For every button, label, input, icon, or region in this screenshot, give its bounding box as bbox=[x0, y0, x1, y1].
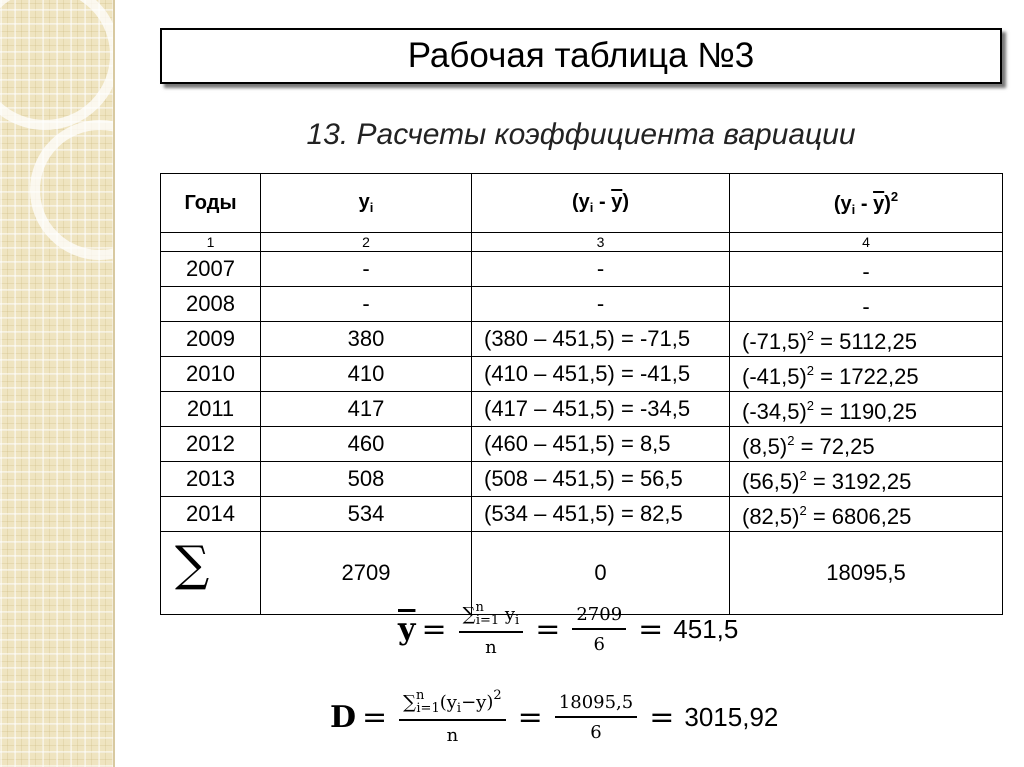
equals-sign: = bbox=[362, 699, 388, 735]
cell-squared: $(-34,5)^2 = 1190,25$ bbox=[730, 392, 1003, 427]
mean-formula bbox=[398, 600, 738, 658]
decorative-sidebar bbox=[0, 0, 113, 767]
mean-symbol: $\overline{y}$ bbox=[398, 611, 416, 647]
cell-deviation: (417 – 451,5) = -34,5 bbox=[472, 392, 730, 427]
cell-y: 380 bbox=[261, 322, 472, 357]
cell-deviation: - bbox=[472, 287, 730, 322]
mean-fraction-values: $\frac{2709}{6}$ bbox=[572, 604, 626, 655]
header-squared-deviation: $(y_i - \overline{y})^2$ bbox=[730, 174, 1003, 233]
cell-squared: $(56,5)^2 = 3192,25$ bbox=[730, 462, 1003, 497]
cell-squared: $(-41,5)^2 = 1722,25$ bbox=[730, 357, 1003, 392]
cell-year: 2007 bbox=[161, 252, 261, 287]
page-subtitle: 13. Расчеты коэффициента вариации bbox=[306, 118, 856, 151]
table-row bbox=[161, 392, 1003, 427]
cell-y: 508 bbox=[261, 462, 472, 497]
table-row bbox=[161, 427, 1003, 462]
cell-deviation: (508 – 451,5) = 56,5 bbox=[472, 462, 730, 497]
table-row bbox=[161, 322, 1003, 357]
cell-squared: $(8,5)^2 = 72,25$ bbox=[730, 427, 1003, 462]
mean-fraction: $\frac{\sum^n_{i=1} y_i}{n}$ bbox=[459, 600, 524, 658]
cell-squared: - bbox=[730, 287, 1003, 322]
header-years: Годы bbox=[161, 174, 261, 233]
equals-sign: = bbox=[535, 611, 561, 647]
cell-y: - bbox=[261, 287, 472, 322]
variance-result: 3015,92 bbox=[684, 701, 779, 732]
column-number-row bbox=[161, 233, 1003, 252]
column-number: 1 bbox=[161, 233, 261, 252]
cell-y: - bbox=[261, 252, 472, 287]
cell-deviation: - bbox=[472, 252, 730, 287]
column-number: 2 bbox=[261, 233, 472, 252]
cell-y: 460 bbox=[261, 427, 472, 462]
column-number: 3 bbox=[472, 233, 730, 252]
header-yi: $y_i$ bbox=[261, 174, 472, 233]
page-title-text: Рабочая таблица №3 bbox=[407, 36, 755, 75]
column-number: 4 bbox=[730, 233, 1003, 252]
cell-y: 410 bbox=[261, 357, 472, 392]
header-deviation: $(y_i - \overline{y})$ bbox=[472, 174, 730, 233]
cell-deviation: (410 – 451,5) = -41,5 bbox=[472, 357, 730, 392]
cell-deviation: (380 – 451,5) = -71,5 bbox=[472, 322, 730, 357]
work-table bbox=[160, 173, 1003, 615]
cell-year: 2010 bbox=[161, 357, 261, 392]
decorative-ring-top bbox=[0, 0, 113, 130]
variance-formula bbox=[330, 688, 778, 746]
equals-sign: = bbox=[517, 699, 543, 735]
table-row bbox=[161, 252, 1003, 287]
sum-y: 2709 bbox=[261, 532, 472, 615]
variance-fraction-values: $\frac{18095,5}{6}$ bbox=[555, 692, 637, 743]
table-row bbox=[161, 497, 1003, 532]
cell-squared: $(-71,5)^2 = 5112,25$ bbox=[730, 322, 1003, 357]
equals-sign: = bbox=[649, 699, 675, 735]
cell-squared: - bbox=[730, 252, 1003, 287]
variance-symbol: D bbox=[330, 699, 357, 735]
cell-deviation: (460 – 451,5) = 8,5 bbox=[472, 427, 730, 462]
sum-symbol: ∑ bbox=[161, 532, 261, 615]
cell-year: 2008 bbox=[161, 287, 261, 322]
equals-sign: = bbox=[421, 611, 447, 647]
cell-year: 2011 bbox=[161, 392, 261, 427]
table-row bbox=[161, 287, 1003, 322]
sum-deviation: 0 bbox=[472, 532, 730, 615]
cell-y: 534 bbox=[261, 497, 472, 532]
decorative-ring-bottom bbox=[30, 120, 113, 260]
cell-squared: $(82,5)^2 = 6806,25$ bbox=[730, 497, 1003, 532]
table-header-row bbox=[161, 174, 1003, 233]
equals-sign: = bbox=[638, 611, 664, 647]
cell-deviation: (534 – 451,5) = 82,5 bbox=[472, 497, 730, 532]
table-row bbox=[161, 357, 1003, 392]
cell-year: 2009 bbox=[161, 322, 261, 357]
cell-year: 2012 bbox=[161, 427, 261, 462]
cell-year: 2013 bbox=[161, 462, 261, 497]
mean-result: 451,5 bbox=[673, 613, 739, 644]
table-row bbox=[161, 462, 1003, 497]
cell-y: 417 bbox=[261, 392, 472, 427]
page-title bbox=[160, 28, 1002, 84]
variance-fraction: $\frac{\sum^n_{i=1}(y_i-y)^2}{n}$ bbox=[399, 688, 506, 746]
sidebar-divider bbox=[113, 0, 115, 767]
sum-squared: 18095,5 bbox=[730, 532, 1003, 615]
cell-year: 2014 bbox=[161, 497, 261, 532]
